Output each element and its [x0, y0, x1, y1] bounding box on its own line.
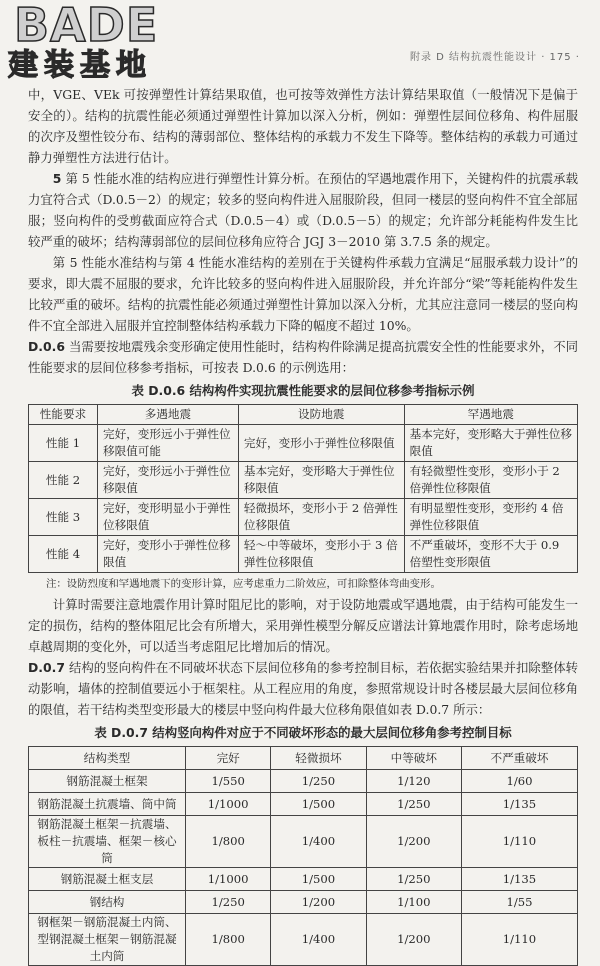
table-cell: 1/550 — [186, 770, 271, 793]
table-row — [29, 891, 578, 914]
table-header-row — [29, 747, 578, 770]
table-d07-title: 表 D.0.7 结构竖向构件对应于不同破坏形态的最大层间位移角参考控制目标 — [94, 725, 512, 740]
paragraph-level-5-vs-4: 第 5 性能水准结构与第 4 性能水准结构的差别在于关键构件承载力宜满足“屈服承载力设计”的要求，即大震不屈服的要求，允许比较多的竖向构件进入屈服阶段，并允许部分“梁”等耗能构件发生比较严重的破坏。结构的抗震性能必须通过弹塑性计算加以深入分析，尤其应注意同一楼层的竖向构件不宜全部进入屈服并宜控制整体结构承载力下降的幅度不超过 10%。 — [28, 255, 578, 333]
clause-number: D.0.7 — [28, 660, 65, 675]
table-cell: 1/250 — [366, 868, 461, 891]
structure-type-cell: 钢筋混凝土框架 — [29, 770, 186, 793]
logo-subtitle: 建装基地 — [8, 48, 152, 83]
clause-number: D.0.6 — [28, 339, 65, 354]
table-cell: 轻～中等破坏，变形小于 3 倍弹性位移限值 — [238, 536, 404, 573]
paragraph-level-5 — [28, 168, 578, 252]
header-cell: 结构类型 — [29, 747, 186, 770]
structure-type-cell: 钢筋混凝土框架－抗震墙、板柱－抗震墙、框架－核心筒 — [29, 816, 186, 868]
table-cell: 1/800 — [186, 816, 271, 868]
table-cell: 1/100 — [366, 891, 461, 914]
level-cell: 性能 3 — [29, 499, 98, 536]
table-cell: 1/135 — [461, 793, 577, 816]
table-row — [29, 816, 578, 868]
table-cell: 1/200 — [366, 816, 461, 868]
table-row — [29, 536, 578, 573]
table-cell: 1/250 — [366, 793, 461, 816]
table-cell: 完好，变形远小于弹性位移限值可能 — [98, 425, 239, 462]
table-cell: 完好，变形远小于弹性位移限值 — [98, 462, 239, 499]
table-cell: 1/1000 — [186, 793, 271, 816]
running-head: 附录 D 结构抗震性能设计 · 175 · — [409, 52, 580, 63]
table-cell: 完好，变形明显小于弹性位移限值 — [98, 499, 239, 536]
clause-number: 5 — [52, 171, 62, 186]
table-row — [29, 425, 578, 462]
table-cell: 1/400 — [271, 914, 366, 966]
table-cell: 1/110 — [461, 914, 577, 966]
table-cell: 不严重破坏，变形不大于 0.9 倍塑性变形限值 — [404, 536, 577, 573]
table-cell: 1/110 — [461, 816, 577, 868]
table-cell: 1/135 — [461, 868, 577, 891]
structure-type-cell: 钢框架－钢筋混凝土内筒、型钢混凝土框架－钢筋混凝土内筒 — [29, 914, 186, 966]
header-cell: 多遇地震 — [98, 405, 239, 425]
table-cell: 1/800 — [186, 914, 271, 966]
page-body — [28, 84, 578, 966]
structure-type-cell: 钢结构 — [29, 891, 186, 914]
header-cell: 中等破坏 — [366, 747, 461, 770]
level-cell: 性能 1 — [29, 425, 98, 462]
header-cell: 性能要求 — [29, 405, 98, 425]
table-cell: 完好，变形小于弹性位移限值 — [98, 536, 239, 573]
table-header-row — [29, 405, 578, 425]
clause-d06 — [28, 336, 578, 378]
table-cell: 1/250 — [186, 891, 271, 914]
table-cell: 1/500 — [271, 868, 366, 891]
paragraph-text: 结构的竖向构件在不同破坏状态下层间位移角的参考控制目标，若依据实验结果并扣除整体转动影响，墙体的控制值要远小于框架柱。从工程应用的角度，参照常规设计时各楼层最大层间位移角的限值，若干结构类型变形最大的楼层中竖向构件最大位移角限值如表 D.0.7 所示： — [28, 660, 578, 717]
brand-logo — [4, 2, 176, 86]
table-cell: 1/200 — [271, 891, 366, 914]
table-cell: 1/500 — [271, 793, 366, 816]
table-cell: 轻微损坏，变形小于 2 倍弹性位移限值 — [238, 499, 404, 536]
header-cell: 设防地震 — [238, 405, 404, 425]
logo-wordmark: BADE — [14, 0, 159, 52]
table-cell: 1/200 — [366, 914, 461, 966]
table-cell: 1/55 — [461, 891, 577, 914]
table-d06-note: 注：设防烈度和罕遇地震下的变形计算，应考虑重力二阶效应，可扣除整体弯曲变形。 — [46, 578, 441, 590]
table-cell: 1/60 — [461, 770, 577, 793]
structure-type-cell: 钢筋混凝土抗震墙、筒中筒 — [29, 793, 186, 816]
table-cell: 完好，变形小于弹性位移限值 — [238, 425, 404, 462]
table-row — [29, 499, 578, 536]
paragraph-continuation: 中，VGE、VEk 可按弹塑性计算结果取值，也可按等效弹性方法计算结果取值（一般情况下是偏于安全的）。结构的抗震性能必须通过弹塑性计算加以深入分析，例如：弹塑性层间位移角、构件屈服的次序及塑性铰分布、结构的薄弱部位、整体结构的承载力不发生下降等。整体结构的承载力可通过静力弹塑性方法进行估计。 — [28, 87, 578, 165]
level-cell: 性能 4 — [29, 536, 98, 573]
header-cell: 完好 — [186, 747, 271, 770]
table-row — [29, 914, 578, 966]
paragraph-text: 当需要按地震残余变形确定使用性能时，结构构件除满足提高抗震安全性的性能要求外，不同性能要求的层间位移参考指标，可按表 D.0.6 的示例选用： — [28, 339, 578, 375]
table-row — [29, 462, 578, 499]
table-row — [29, 770, 578, 793]
header-cell: 罕遇地震 — [404, 405, 577, 425]
table-cell: 1/120 — [366, 770, 461, 793]
header-cell: 轻微损坏 — [271, 747, 366, 770]
table-cell: 有明显塑性变形，变形约 4 倍弹性位移限值 — [404, 499, 577, 536]
table-cell: 基本完好，变形略大于弹性位移限值 — [404, 425, 577, 462]
table-cell: 1/250 — [271, 770, 366, 793]
table-cell: 有轻微塑性变形，变形小于 2 倍弹性位移限值 — [404, 462, 577, 499]
table-d07 — [28, 746, 578, 966]
table-cell: 1/1000 — [186, 868, 271, 891]
table-d06-title: 表 D.0.6 结构构件实现抗震性能要求的层间位移参考指标示例 — [131, 383, 475, 398]
table-cell: 基本完好，变形略大于弹性位移限值 — [238, 462, 404, 499]
level-cell: 性能 2 — [29, 462, 98, 499]
table-d06 — [28, 404, 578, 573]
table-row — [29, 793, 578, 816]
paragraph-damping: 计算时需要注意地震作用计算时阻尼比的影响，对于设防地震或罕遇地震，由于结构可能发生一定的损伤，结构的整体阻尼比会有所增大，采用弹性模型分解反应谱法计算地震作用时，除考虑场地卓越周期的变化外，可以适当考虑阻尼比增加后的情况。 — [28, 597, 578, 654]
table-cell: 1/400 — [271, 816, 366, 868]
paragraph-text: 第 5 性能水准的结构应进行弹塑性计算分析。在预估的罕遇地震作用下，关键构件的抗震承载力宜符合式（D.0.5－2）的规定；较多的竖向构件进入屈服阶段，但同一楼层的竖向构件不宜全部屈服；竖向构件的受剪截面应符合式（D.0.5－4）或（D.0.5－5）的规定；允许部分耗能构件发生比较严重的破坏；结构薄弱部位的层间位移角应符合 JGJ 3－2010 第 3.7.5 条的规定。 — [28, 171, 578, 249]
table-row — [29, 868, 578, 891]
structure-type-cell: 钢筋混凝土框支层 — [29, 868, 186, 891]
header-cell: 不严重破坏 — [461, 747, 577, 770]
clause-d07 — [28, 657, 578, 720]
